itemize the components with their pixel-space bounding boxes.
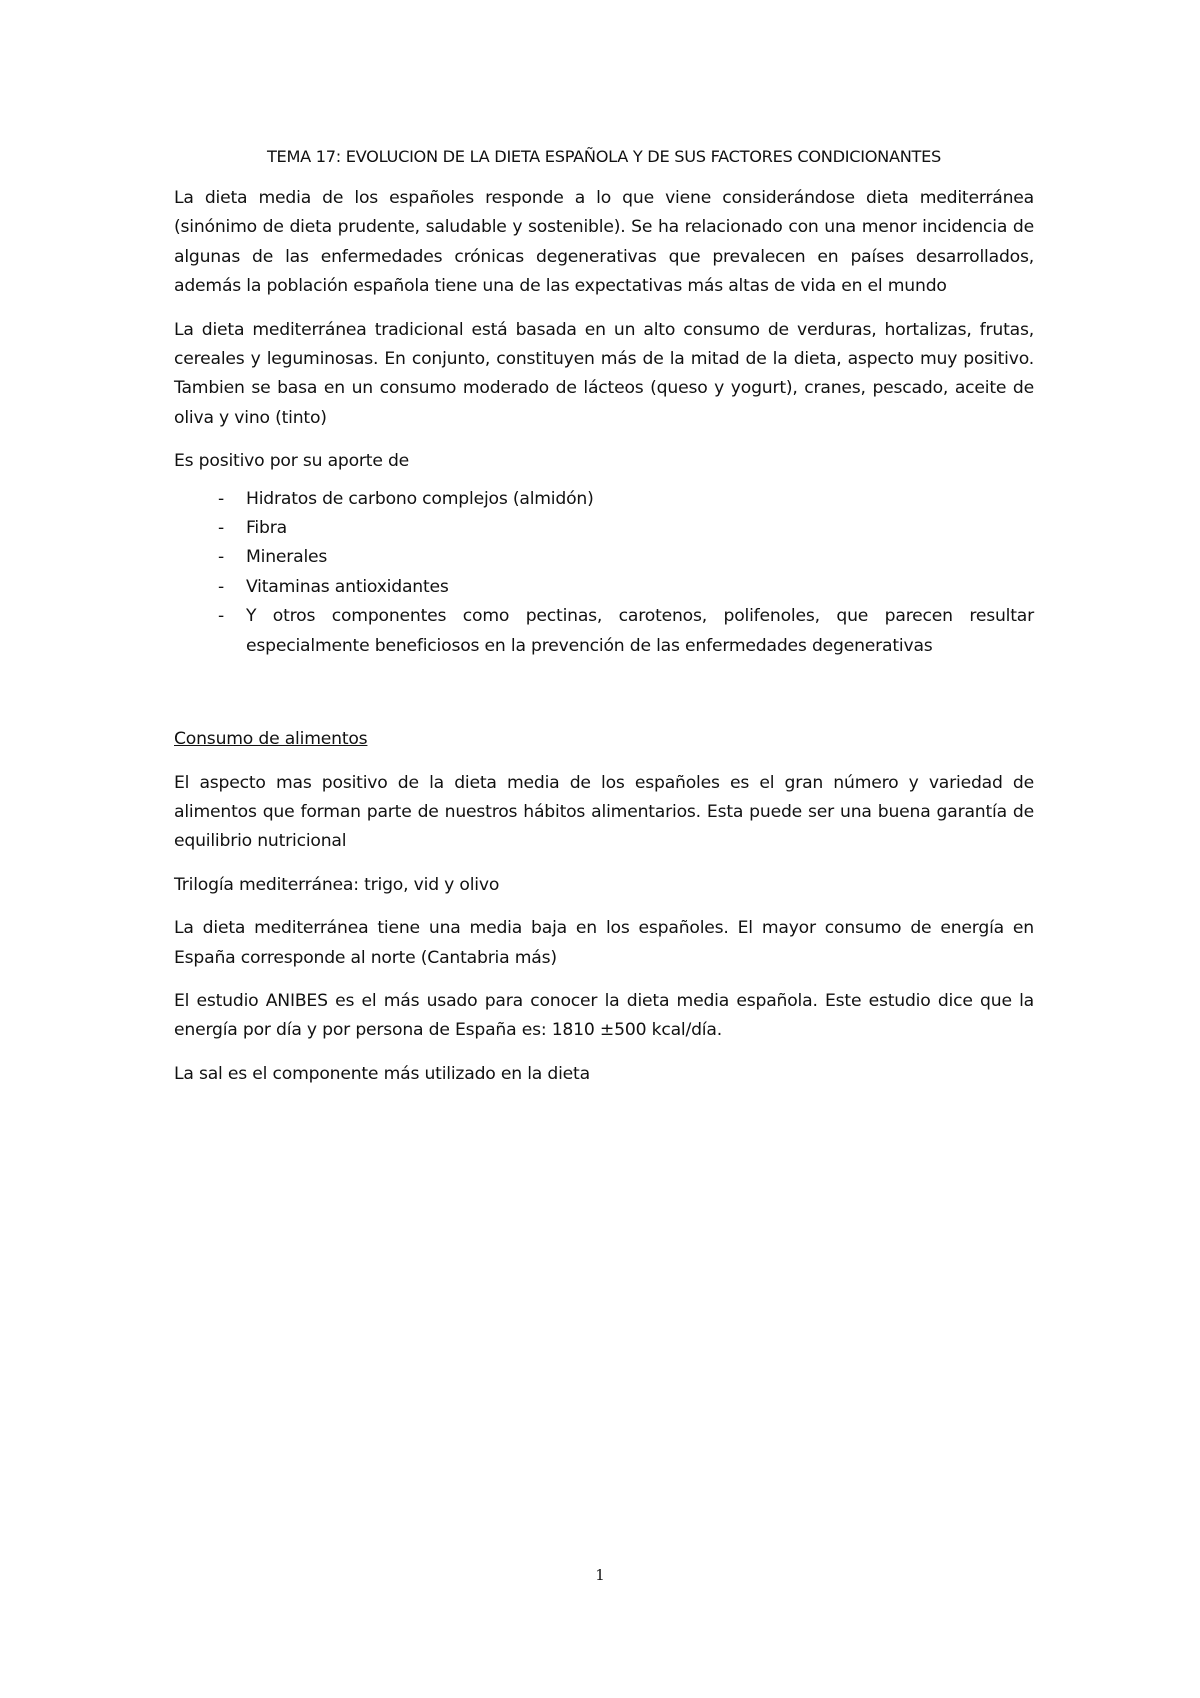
section-paragraph-5: La sal es el componente más utilizado en la dieta bbox=[174, 1063, 590, 1084]
section-heading: Consumo de alimentos bbox=[174, 729, 368, 750]
bullet-dash: - bbox=[218, 606, 225, 627]
blank-space bbox=[174, 661, 1034, 725]
list-item-text: Vitaminas antioxidantes bbox=[246, 576, 449, 597]
section-paragraph-4: El estudio ANIBES es el más usado para conocer la dieta media española. Este estudio dice que la energía por día y por persona de España es: 1810 ±500 kcal/día. bbox=[174, 990, 1034, 1041]
bullet-dash: - bbox=[218, 488, 225, 509]
list-item-text: Hidratos de carbono complejos (almidón) bbox=[246, 488, 594, 509]
benefits-list bbox=[174, 485, 1034, 661]
intro-paragraph-3: Es positivo por su aporte de bbox=[174, 451, 410, 472]
bullet-dash: - bbox=[218, 576, 225, 597]
list-item bbox=[174, 485, 1034, 514]
list-item bbox=[174, 573, 1034, 602]
list-item bbox=[174, 514, 1034, 543]
list-item-text: Minerales bbox=[246, 547, 328, 568]
section-paragraph-2: Trilogía mediterránea: trigo, vid y olivo bbox=[174, 874, 500, 895]
section-paragraph-3: La dieta mediterránea tiene una media baja en los españoles. El mayor consumo de energía en España corresponde al norte (Cantabria más) bbox=[174, 918, 1034, 968]
list-item-text: Fibra bbox=[246, 518, 287, 539]
document-title: TEMA 17: EVOLUCION DE LA DIETA ESPAÑOLA Y DE SUS FACTORES CONDICIONANTES bbox=[266, 147, 942, 166]
intro-paragraph-2: La dieta mediterránea tradicional está basada en un alto consumo de verduras, hortalizas, frutas, cereales y leguminosas. En conjunto, constituyen más de la mitad de la dieta, aspecto muy positivo. Tambien se basa en un consumo moderado de lácteos (queso y yogurt), cranes, pescado, aceite de oliva y vino (tinto) bbox=[174, 319, 1034, 428]
section-paragraph-1: El aspecto mas positivo de la dieta media de los españoles es el gran número y variedad de alimentos que forman parte de nuestros hábitos alimentarios. Esta puede ser una buena garantía de equilibrio nutricional bbox=[174, 772, 1034, 852]
intro-paragraph-1: La dieta media de los españoles responde a lo que viene considerándose dieta mediterránea (sinónimo de dieta prudente, saludable y sostenible). Se ha relacionado con una menor incidencia de algunas de las enfermedades crónicas degenerativas que prevalecen en países desarrollados, además la población española tiene una de las expectativas más altas de vida en el mundo bbox=[174, 188, 1034, 297]
list-item bbox=[174, 602, 1034, 661]
bullet-dash: - bbox=[218, 547, 225, 568]
bullet-dash: - bbox=[218, 518, 225, 539]
list-item bbox=[174, 543, 1034, 572]
page-number: 1 bbox=[595, 1566, 605, 1584]
page-content bbox=[174, 143, 1034, 1103]
list-item-text: Y otros componentes como pectinas, carotenos, polifenoles, que parecen resultar especialmente beneficiosos en la prevención de las enfermedades degenerativas bbox=[246, 606, 1034, 656]
